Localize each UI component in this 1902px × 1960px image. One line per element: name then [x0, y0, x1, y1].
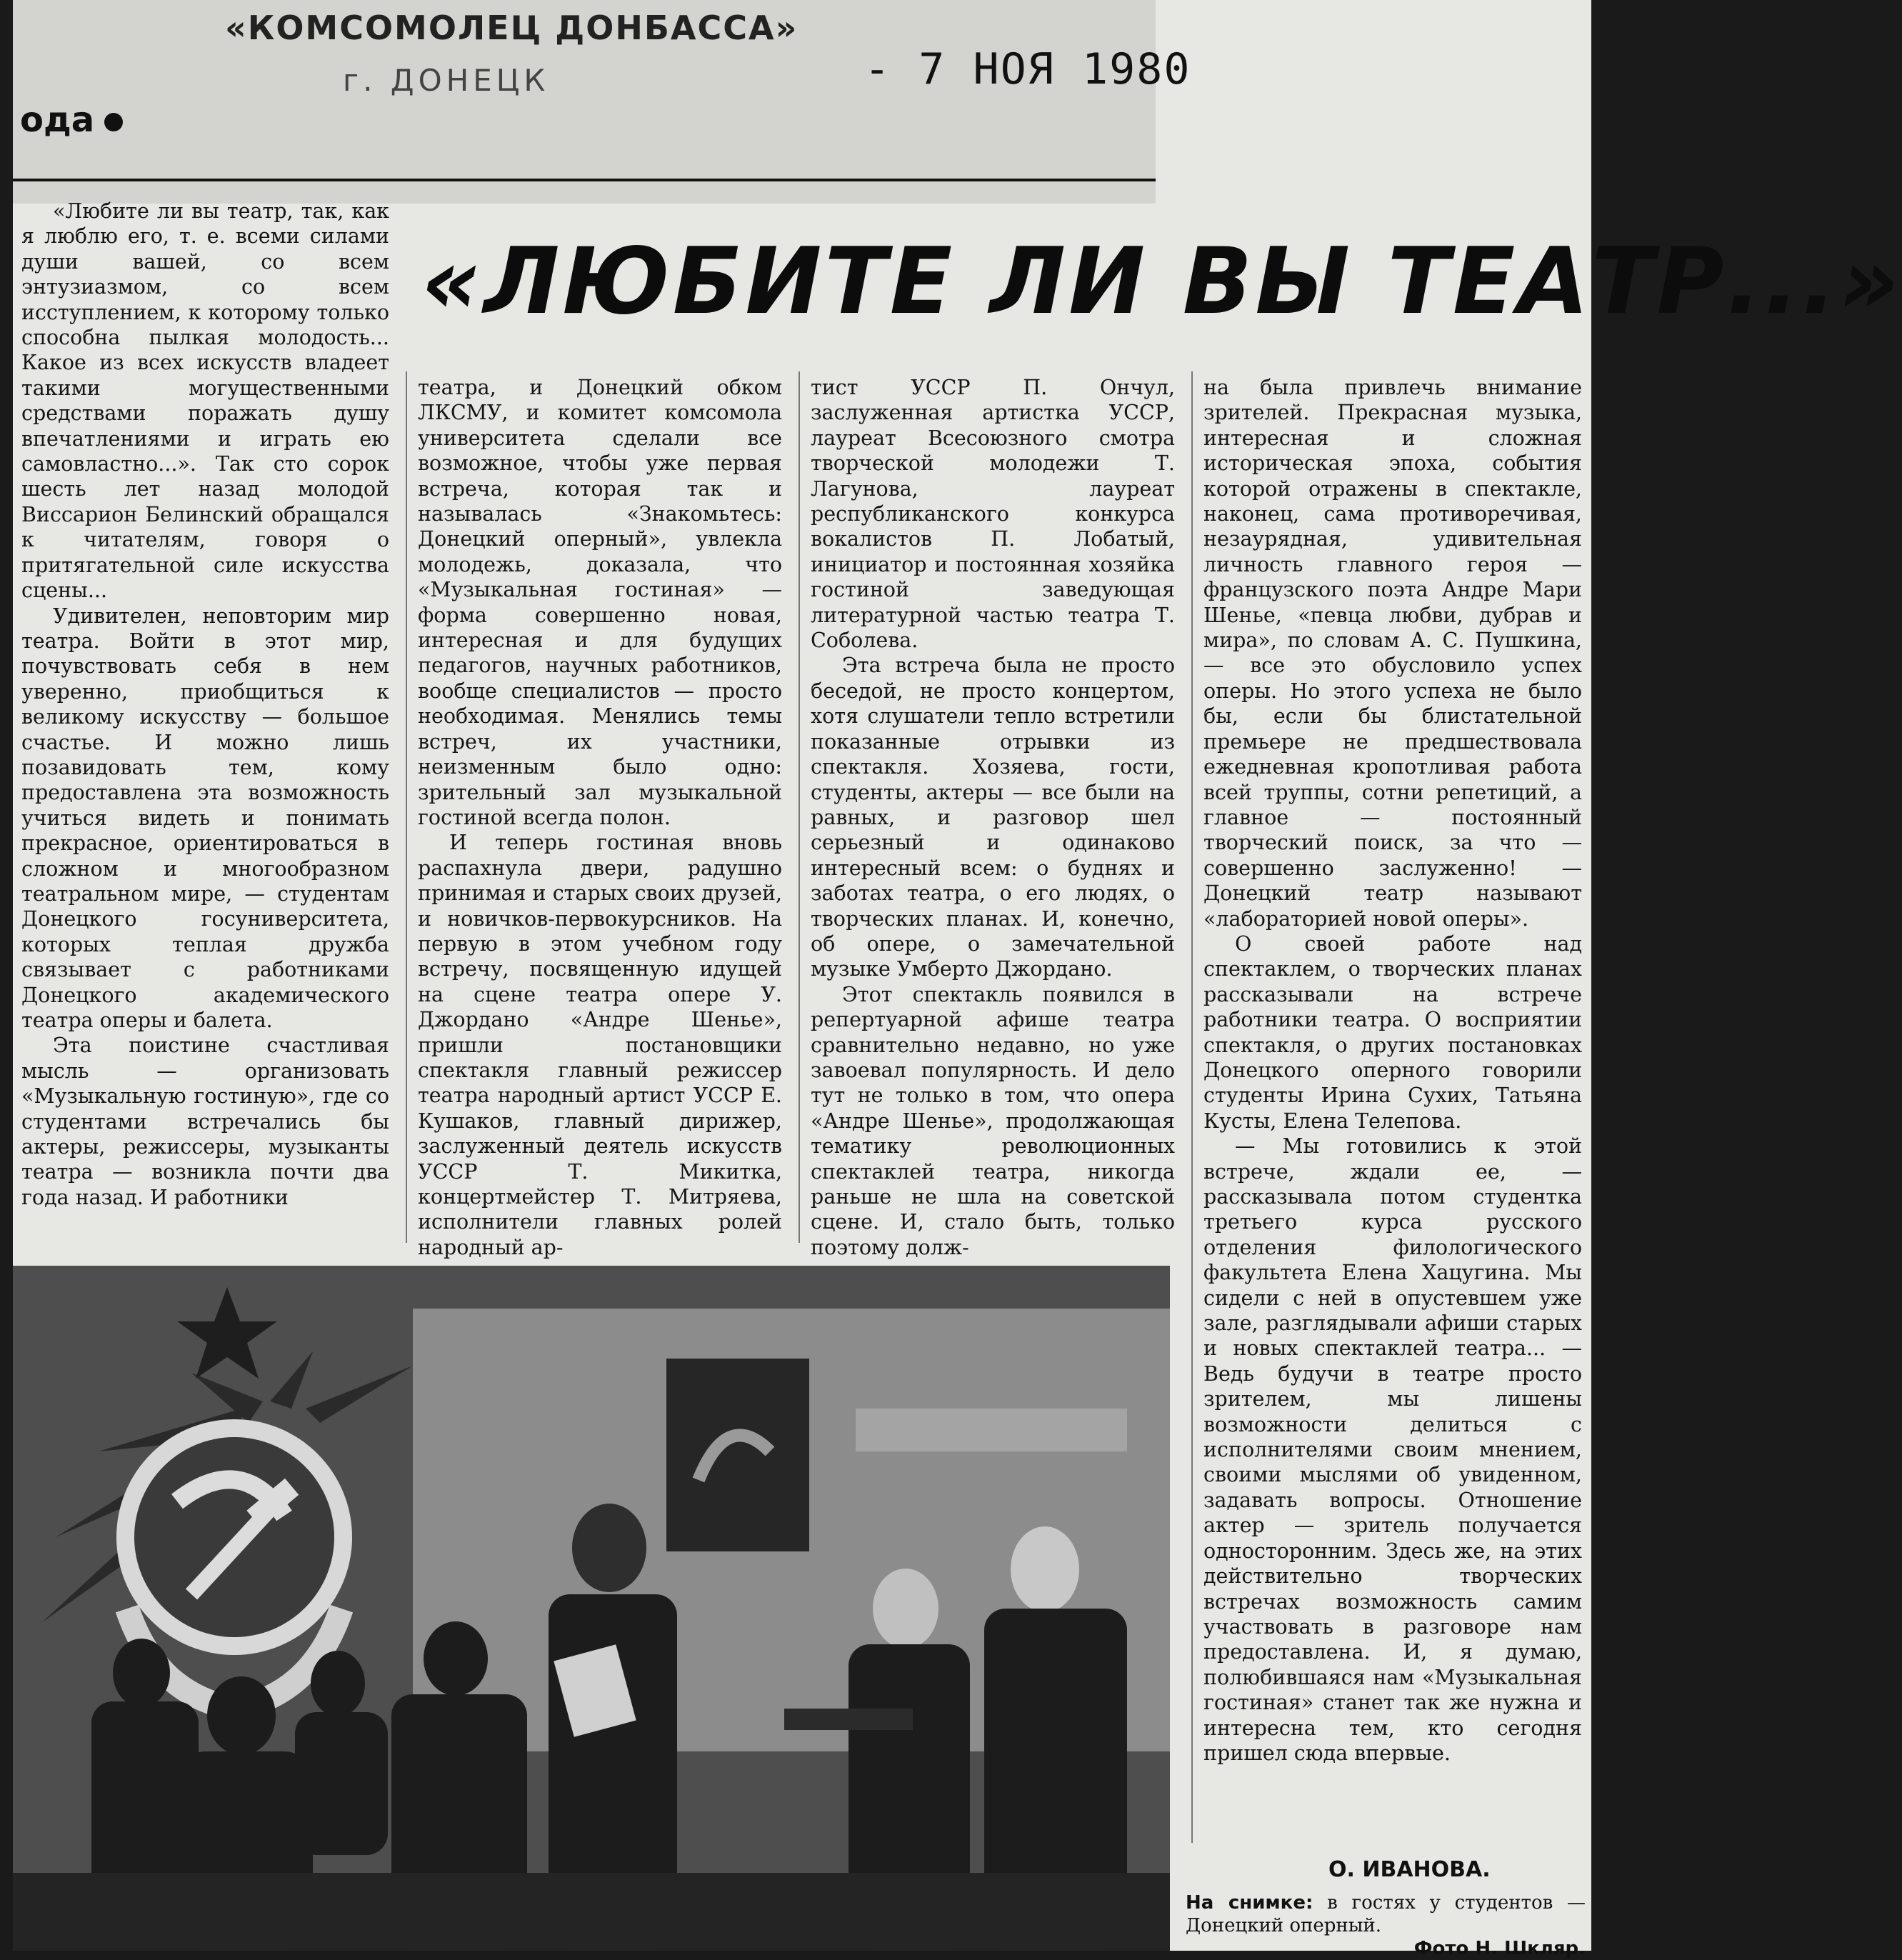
column-divider [799, 371, 800, 1243]
column-divider [1191, 371, 1193, 1843]
photo-credit: Фото Н. Шкляр. [1413, 1938, 1586, 1959]
date-stamp: - 7 НОЯ 1980 [864, 44, 1191, 94]
paragraph: Эта встреча была не просто беседой, не просто концертом, хотя слушатели тепло встретили показанные отрывки из спектакля. Хозяева, гости, студенты, актеры — все были на равных, и разговор шел серьезный и одинаково интересный всем: о буднях и заботах театра, о его людях, о творческих планах. И, конечно, об опере, о замечательной музыке Умберто Джордано. [811, 654, 1175, 981]
paragraph: И теперь гостиная вновь распахнула двери, радушно принимая и старых своих друзей, и новичков-первокурсников. На первую в этом учебном году встречу, посвященную идущей на сцене театра опере У. Джордано «Андре Шенье», пришли постановщики спектакля главный режиссер театра народный артист УССР Е. Кушаков, главный дирижер, заслуженный деятель искусств УССР Т. Микитка, концертмейстер Т. Митряева, исполнители главных ролей народный ар- [418, 831, 782, 1259]
paragraph: «Любите ли вы театр, так, как я люблю его, т. е. всеми силами души вашей, со всем энтузиазмом, со всем исступлением, к которому только способна пылкая молодость... Какое из всех искусств владеет такими могущественными средствами поражать душу впечатлениями и играть ею самовластно...». Так сто сорок шесть лет назад молодой Виссарион Белинский обращался к читателям, говоря о притягательной силе искусства сцены... [21, 199, 389, 603]
paragraph: О своей работе над спектаклем, о творческих планах рассказывали на встрече работники театра. О восприятии спектакля, о других постановках Донецкого оперного говорили студенты Ирина Сухих, Татьяна Кусты, Елена Телепова. [1203, 931, 1582, 1133]
column-1 [21, 199, 389, 1243]
paragraph: Удивителен, неповторим мир театра. Войти в этот мир, почувствовать себя в нем уверенно, приобщиться к великому искусству — большое счастье. И можно лишь позавидовать тем, кому предоставлена эта возможность учиться видеть и понимать прекрасное, ориентироваться в сложном и многообразном театральном мире, — студентам Донецкого госуниверситета, которых теплая дружба связывает с работниками Донецкого академического театра оперы и балета. [21, 604, 389, 1032]
publication-name: «КОМСОМОЛЕЦ ДОНБАССА» [225, 9, 799, 47]
column-3 [811, 375, 1175, 1259]
photo-illustration [13, 1266, 1170, 1951]
caption-lead: На снимке: [1186, 1892, 1313, 1914]
paragraph: театра, и Донецкий обком ЛКСМУ, и комитет комсомола университета сделали все возможное, чтобы уже первая встреча, которая так и называлась «Знакомьтесь: Донецкий оперный», увлекла молодежь, доказала, что «Музыкальная гостиная» — форма совершенно новая, интересная и для будущих педагогов, научных работников, вообще специалистов — просто необходимая. Менялись темы встреч, их участники, неизменным было одно: зрительный зал музыкальной гостиной всегда полон. [418, 376, 782, 829]
column-divider [406, 371, 407, 1243]
paragraph: на была привлечь внимание зрителей. Прекрасная музыка, интересная и сложная историческая эпоха, события которой отражены в спектакле, наконец, сама противоречивая, незаурядная, удивительная личность главного героя — французского поэта Андре Мари Шенье, «певца любви, дубрав и мира», по словам А. С. Пушкина, — все это обусловило успех оперы. Но этого успеха не было бы, если бы блистательной премьере не предшествовала ежедневная кропотливая работа всей труппы, сотни репетиций, а главное — постоянный творческий поиск, за что — совершенно заслуженно! — Донецкий театр называют «лабораторией новой оперы». [1203, 376, 1582, 931]
paragraph: Эта поистине счастливая мысль — организовать «Музыкальную гостиную», где со студентами встречались бы актеры, режиссеры, музыканты театра — возникла почти два года назад. И работники [21, 1034, 389, 1209]
paragraph: — Мы готовились к этой встрече, ждали ее, — рассказывала потом студентка третьего курса русского отделения филологического факультета Елена Хацугина. Мы сидели с ней в опустевшем уже зале, разглядывали афиши старых и новых спектаклей театра... — Ведь будучи в театре просто зрителем, мы лишены возможности делиться с исполнителями своим мнением, своими мыслями об увиденном, задавать вопросы. Отношение актер — зритель получается односторонним. Здесь же, на этих действительно творческих встречах возможность самим участвовать в разговоре нам предоставлена. И, я думаю, полюбившаяся нам «Музыкальная гостиная» станет так же нужна и интересна тем, кто сегодня пришел сюда впервые. [1203, 1134, 1582, 1765]
bullet-icon [104, 113, 123, 131]
column-4 [1203, 375, 1582, 1854]
paragraph: Этот спектакль появился в репертуарной афише театра сравнительно недавно, но уже завоевал популярность. И дело тут не только в том, что опера «Андре Шенье», продолжающая тематику революционных спектаклей театра, никогда раньше не шла на советской сцене. И, стало быть, только поэтому долж- [811, 982, 1175, 1259]
article-photo [13, 1266, 1170, 1951]
paragraph: тист УССР П. Ончул, заслуженная артистка УССР, лауреат Всесоюзного смотра творческой молодежи Т. Лагунова, лауреат республиканского конкурса вокалистов П. Лобатый, инициатор и постоянная хозяйка гостиной заведующая литературной частью театра Т. Соболева. [811, 376, 1175, 653]
photo-caption [1186, 1891, 1586, 1960]
table [784, 1709, 913, 1730]
author-signature: О. ИВАНОВА. [1328, 1857, 1491, 1882]
poster [666, 1359, 809, 1551]
publication-city: г. ДОНЕЦК [343, 63, 550, 98]
caption-text: в гостях у студентов — Донецкий оперный. [1186, 1892, 1586, 1936]
column-2 [418, 375, 782, 1259]
header-rule [13, 179, 1156, 181]
rubric-label [20, 100, 123, 140]
rubric-text: ода [20, 100, 95, 140]
article-title: «ЛЮБИТЕ ЛИ ВЫ ТЕАТР...» [421, 229, 1902, 335]
